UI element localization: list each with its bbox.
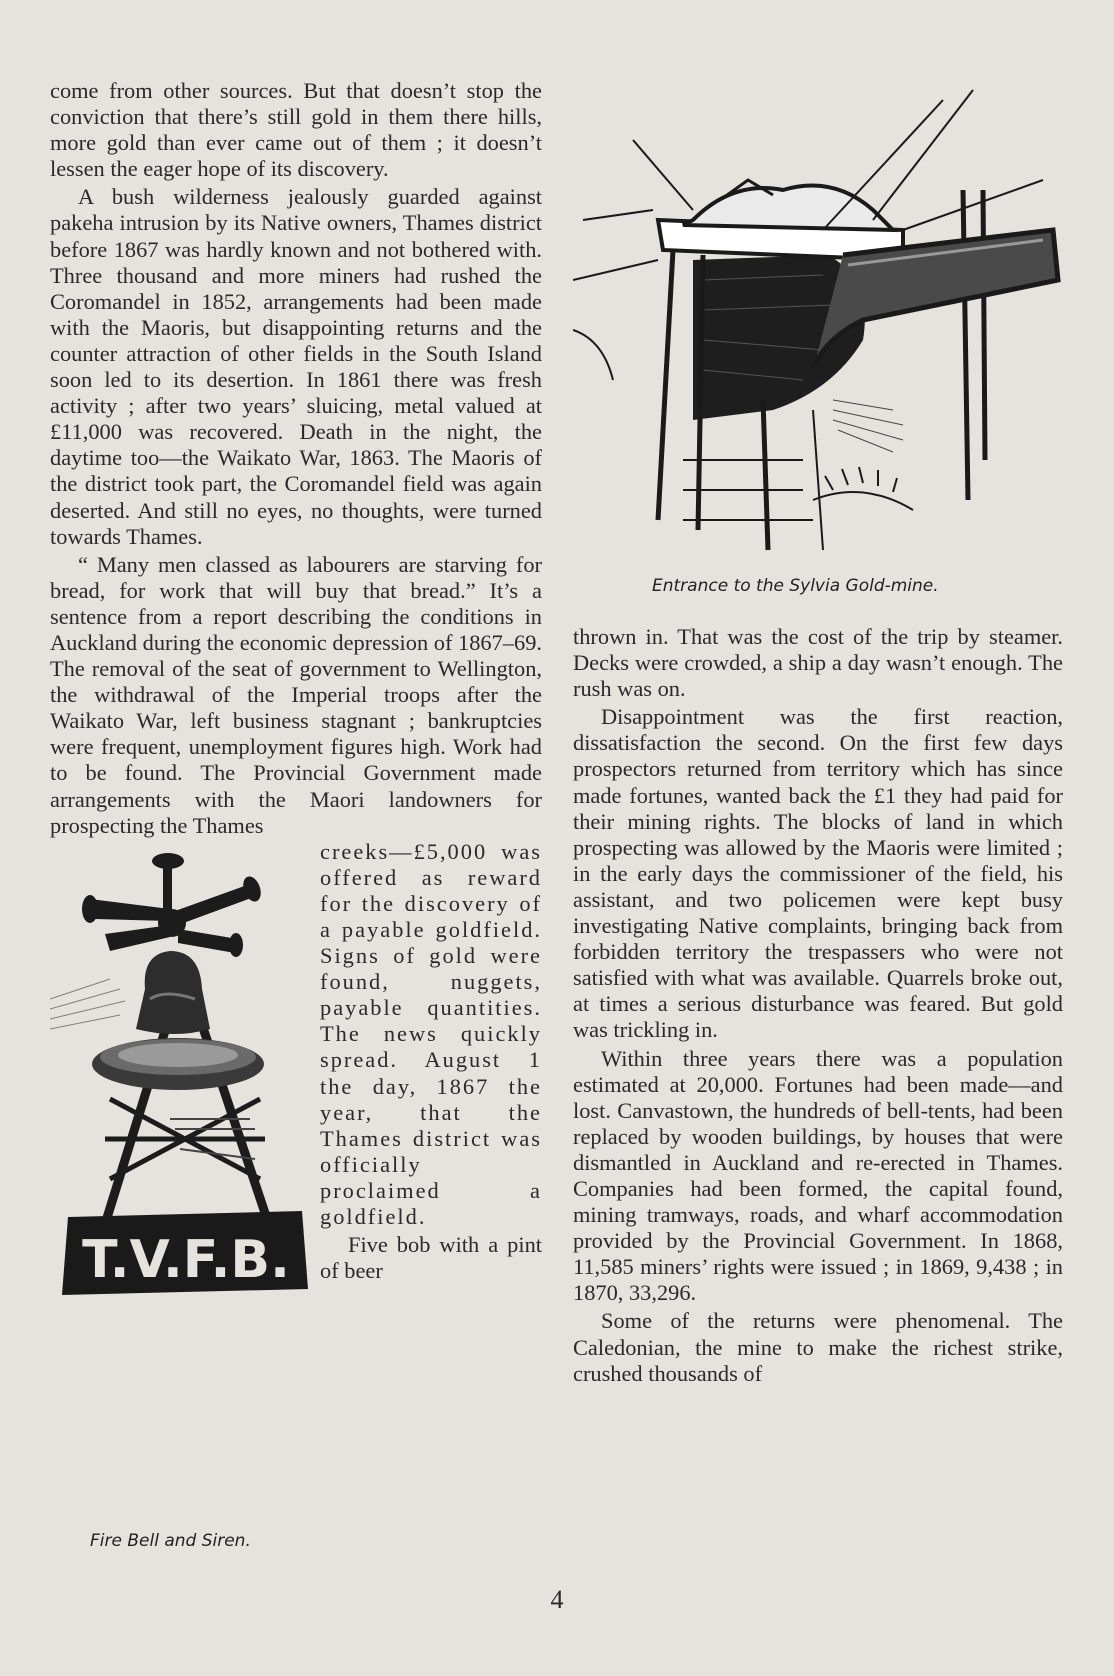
left-column — [50, 78, 542, 1379]
paragraph-continuation: creeks—£5,000 was offered as reward for the discovery of a payable goldfield. Signs of gold were found, nuggets, payable quantities. The news quickly spread. August 1 the day, 1867 the year, that the Thames district was officially proclaimed a goldfield. — [320, 838, 542, 1230]
sign-text: T.V.F.B. — [82, 1229, 290, 1290]
mine-entrance-illustration — [573, 80, 1073, 580]
paragraph: Five bob with a pint of beer — [320, 1232, 542, 1284]
page-number: 4 — [550, 1585, 564, 1614]
paragraph: Some of the returns were phenomenal. The Caledonian, the mine to make the richest strike, crushed thousands of — [573, 1308, 1063, 1386]
right-column — [573, 624, 1063, 1387]
paragraph: thrown in. That was the cost of the trip by steamer. Decks were crowded, a ship a day wasn’t enough. The rush was on. — [573, 624, 1063, 702]
paragraph: Disappointment was the first reaction, dissatisfaction the second. On the first few days prospectors returned from territory which has since made fortunes, wanted back the £1 they had paid for their mining rights. The blocks of land in which prospecting was allowed by the Maoris were limited ; in the early days the commissioner of the field, his assistant, and two policemen were kept busy investigating Native complaints, bringing back from forbidden territory the trespassers who were not satisfied with what was available. Quarrels broke out, at times a serious disturbance was feared. But gold was trickling in. — [573, 704, 1063, 1043]
bell-caption: Fire Bell and Siren. — [90, 1531, 251, 1551]
paragraph: “ Many men classed as labourers are starving for bread, for work that will buy that bread.” It’s a sentence from a report describing the conditions in Auckland during the economic depression of 1867–69. The removal of the seat of government to Wellington, the withdrawal of the Imperial troops after the Waikato War, left business stagnant ; bankruptcies were frequent, unemployment figures high. Work had to be found. The Provincial Government made arrangements with the Maori landowners for prospecting the Thames — [50, 551, 542, 838]
paragraph: A bush wilderness jealously guarded against pakeha intrusion by its Native owners, Thames district before 1867 was hardly known and not bothered with. Three thousand and more miners had rushed the Coromandel in 1852, arrangements had been made with the Maoris, but disappointing returns and the counter attraction of other fields in the South Island soon led to its desertion. In 1861 there was fresh activity ; after two years’ sluicing, metal valued at £11,000 was recovered. Death in the night, the daytime too—the Waikato War, 1863. The Maoris of the district took part, the Coromandel field was again deserted. And still no eyes, no thoughts, were turned towards Thames. — [50, 184, 542, 549]
paragraph: come from other sources. But that doesn’t stop the conviction that there’s still gold in them there hills, more gold than ever came out of them ; it doesn’t lessen the eager hope of its discovery. — [50, 78, 542, 182]
wrapped-figure-block — [50, 839, 542, 1379]
paragraph: Within three years there was a population estimated at 20,000. Fortunes had been made—and lost. Canvastown, the hundreds of bell-tents, had been replaced by wooden buildings, by houses that were dismantled in Auckland and re-erected in Thames. Companies had been formed, the capital found, mining tramways, roads, and wharf accommodation provided by the Provincial Government. In 1868, 11,585 miners’ rights were issued ; in 1869, 9,438 ; in 1870, 33,296. — [573, 1045, 1063, 1306]
fire-bell-illustration — [50, 839, 312, 1379]
wrapped-text — [320, 839, 542, 1285]
mine-caption: Entrance to the Sylvia Gold-mine. — [652, 576, 939, 596]
